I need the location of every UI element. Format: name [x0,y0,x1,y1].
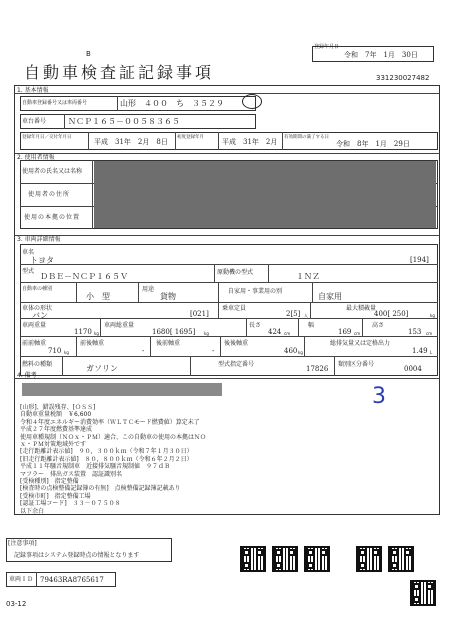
remark-line: ｘ・ＰＭ対策地域外です [20,441,87,449]
engine-value: １ＮＺ [296,272,320,281]
remark-line: 令和４年度エネルギー消費効率（ＷＬＴＣモード燃費値）算定未了 [20,418,200,426]
first-reg-value: 平成 31年 2月 8日 [94,138,168,146]
qr-code-icon [240,546,266,572]
user-address-label: 使用者の住所 [28,191,71,198]
height-label: 高さ [372,322,385,329]
remark-line: 平成２７年度燃費基準達成 [20,426,93,434]
remark-line: [認証工場コード] ３３－０７５０８ [20,500,121,508]
remark-line: [走行距離計表示値] ９０，３００ｋｍ（令和７年１月３０日） [20,448,193,456]
length-label: 長さ [249,322,262,329]
type-number-value: 17826 [306,365,329,373]
class-number-value: 0004 [404,365,422,373]
rr-axle-value: 460 [284,347,298,355]
expiry-value: 令和 8年 1月 29日 [336,140,410,148]
ff-axle-unit: kg [64,350,69,355]
redacted-remark [22,383,222,396]
chassis-value: ＮＣＰ１６５－００５８３６５ [68,117,180,126]
plate-value: 山形 ４００ ち ３５２９ [120,99,224,108]
notice-title: [注意事項] [8,540,37,547]
base-location-label: 使用の本拠の位置 [24,214,81,221]
weight-label: 車両重量 [22,322,47,329]
section-vehicle: 3. 車両詳細情報 [17,236,61,243]
remark-line: [受検種別] 指定整備 [20,478,79,486]
weight-value: 1170 [74,328,92,336]
expiry-label: 有効期間の満了する日 [284,135,329,140]
use-label: 用途 [142,286,155,293]
maker-value: トヨタ [30,256,54,265]
body-code: [021] [190,310,209,318]
type-number-label: 型式指定番号 [218,361,255,368]
ff-axle-value: 710 [48,347,62,355]
redacted-user-info [94,161,436,228]
vehicle-id-label: 車両ＩＤ [9,576,34,583]
section-user: 2. 使用者情報 [17,154,55,161]
initial-reg-label: 初度登録年月 [177,135,204,140]
rf-axle-label: 後前軸重 [156,340,181,347]
qr-code-icon [272,546,298,572]
width-unit: cm [354,331,361,336]
first-reg-label: 登録年月日／交付年月日 [22,135,72,140]
fuel-label: 燃料の種類 [22,361,53,368]
date-value: 令和 7年 1月 30日 [344,51,418,59]
gross-label: 車両総重量 [104,322,135,329]
form-mark: B [86,50,91,58]
vehicle-id-value: 79463RA8765617 [40,576,104,584]
rf-axle-value: - [212,347,215,355]
height-unit: cm [426,331,433,336]
rr-axle-label: 後後軸重 [224,340,249,347]
width-value: 169 [338,328,352,336]
remark-line: [旧走行距離計表示値] ８０，８００ｋｍ（令和６年２月２日） [20,455,193,463]
page-code: 03-12 [6,600,27,608]
qr-code-icon [388,546,414,572]
width-label: 幅 [308,322,315,329]
remark-line: [山形]、錯誤残存、[ＯＳＳ] [20,404,96,411]
serial-number: 331230027482 [376,74,430,82]
section-basic: 1. 基本情報 [17,87,49,94]
length-value: 424 [268,328,282,336]
biz-label: 自家用・事業用の別 [228,288,283,295]
capacity-value: 2[5] [286,310,301,318]
user-name-label: 使用者の氏名又は名称 [22,168,83,175]
use-value: 貨物 [160,292,176,301]
model-value: ＤＢＥ－ＮＣＰ１６５Ｖ [40,272,128,281]
gross-value: 1680[ 1695] [152,328,196,336]
notice-text: 記録事項はシステム登録時点の情報となります [14,552,140,559]
remark-line: マフラー 排出ガス装置 認証識別名 [20,470,123,478]
fuel-value: ガソリン [86,364,118,373]
fr-axle-label: 前後軸重 [80,340,105,347]
capacity-unit: 人 [304,313,308,318]
load-unit: kg [430,313,435,318]
maker-code: [194] [410,256,429,264]
maker-label: 車名 [22,249,35,256]
remarks-list [20,404,206,515]
remark-line: [受検市町] 指定整備工場 [20,492,91,500]
remark-line: 以下余白 [20,507,45,515]
biz-value: 自家用 [318,292,342,301]
model-label: 型式 [22,268,35,275]
initial-reg-value: 平成 31年 2月 [222,138,278,146]
remark-line: [検査時の点検整備記録簿の有無] 点検整備記録簿記載あり [20,485,181,493]
handwritten-mark: 3 [372,384,386,409]
qr-code-icon [356,546,382,572]
engine-label: 原動機の型式 [217,269,254,276]
load-value: 400[ 250] [374,310,409,318]
capacity-label: 乗車定員 [222,305,247,312]
plate-label: 自動車登録番号又は車両番号 [22,100,88,106]
plate-circle-mark [242,94,262,109]
kind-value: 小 型 [86,292,110,301]
fr-axle-value: - [142,347,145,355]
displacement-unit: L [430,350,433,355]
remark-line: 自動車重量税額 ￥6,600 [20,411,92,419]
ff-axle-label: 前前軸重 [22,340,47,347]
remark-line: 平成１１年騒音規制車 近接排気騒音規制値 ９７ｄＢ [20,463,171,471]
weight-unit: kg [94,331,99,336]
class-number-label: 類別区分番号 [338,361,375,368]
displacement-label: 総排気量又は定格出力 [330,340,391,347]
chassis-label: 車台番号 [22,118,47,125]
height-value: 153 [408,328,422,336]
gross-unit: kg [204,331,209,336]
body-value: バン [32,311,48,320]
section-remarks: 4. 備考 [17,372,37,379]
body-label: 車体の形状 [22,305,53,312]
load-label: 最大積載量 [346,305,377,312]
displacement-value: 1.49 [412,347,428,355]
remark-line: 使用車種規制（ＮＯｘ・ＰＭ）適合、この自動車の使用の本拠はＮＯ [20,433,207,441]
qr-code-icon [410,580,436,606]
qr-code-icon [304,546,330,572]
date-label: 登録年月日 [314,44,340,50]
document-title: 自動車検査証記録事項 [24,63,215,82]
rr-axle-unit: kg [298,350,303,355]
kind-label: 自動車の種別 [22,286,53,292]
length-unit: cm [284,331,291,336]
